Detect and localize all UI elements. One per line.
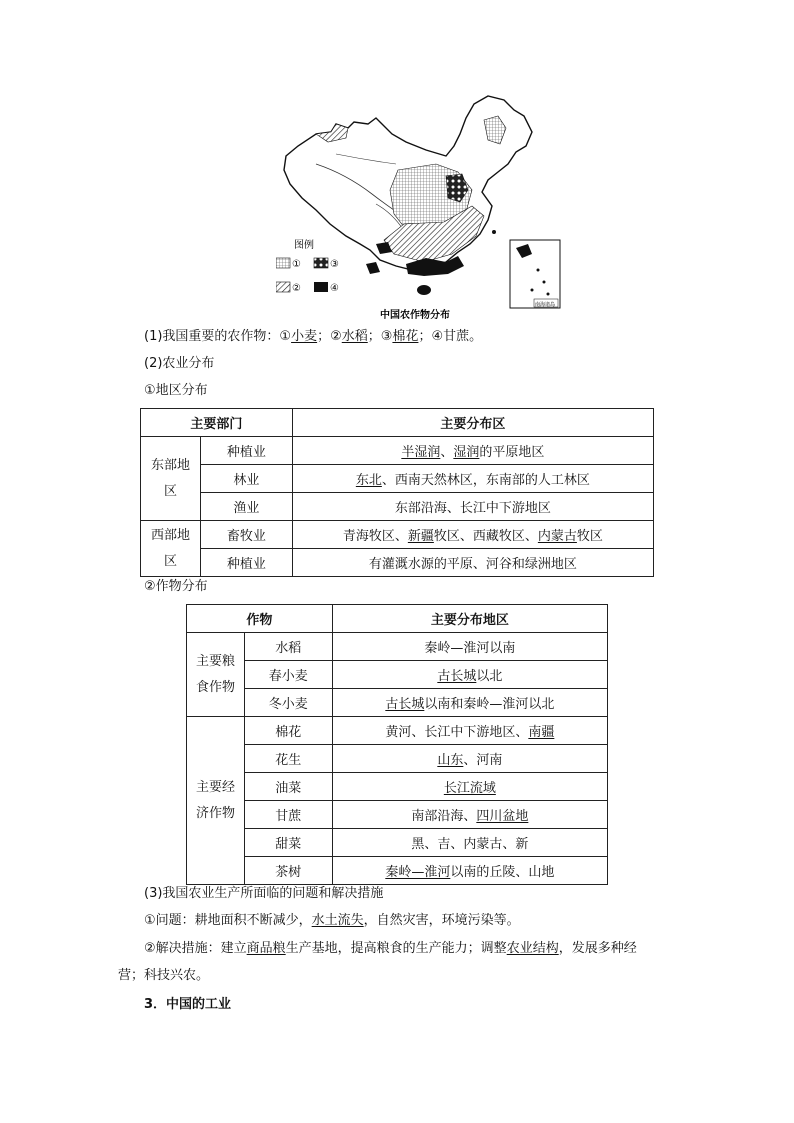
- cash-crops-label: 主要经济作物: [187, 717, 245, 885]
- area-underlined: 山东: [437, 753, 464, 768]
- table-row-crop: 甘蔗: [244, 801, 332, 829]
- crops-sep2: ；③: [367, 329, 393, 344]
- area-underlined: 长江流域: [443, 781, 496, 796]
- table-row-area: [332, 661, 607, 689]
- area-text: 以南和秦岭—淮河以北: [424, 697, 555, 712]
- crops-prefix: (1)我国重要的农作物：①: [144, 329, 292, 344]
- table-row-area: [332, 857, 607, 885]
- table-row-area: [332, 717, 607, 745]
- area-underlined: 东北: [355, 473, 382, 488]
- table-row-sector: 种植业: [200, 437, 292, 465]
- area-underlined: 湿润: [453, 445, 480, 460]
- area-text: 南部沿海、: [411, 809, 477, 824]
- problem-text: ①问题：耕地面积不断减少，: [144, 913, 312, 928]
- map-caption: 中国农作物分布: [380, 310, 450, 321]
- west-region-label: 西部地区: [141, 521, 201, 577]
- region-table: [140, 408, 654, 577]
- problems-heading: (3)我国农业生产所面临的问题和解决措施: [144, 886, 384, 901]
- table-row-area: 秦岭—淮河以南: [332, 633, 607, 661]
- measure-line: [144, 940, 637, 958]
- area-text: 、: [440, 445, 454, 460]
- legend-label-3: ③: [330, 259, 339, 270]
- table-row-area: [332, 773, 607, 801]
- table-row-area: 黑、吉、内蒙古、新: [332, 829, 607, 857]
- region-heading: ①地区分布: [144, 383, 208, 398]
- table-row-area: 东部沿海、长江中下游地区: [292, 493, 653, 521]
- agri-heading: (2)农业分布: [144, 356, 215, 371]
- table-row-sector: 畜牧业: [200, 521, 292, 549]
- legend-swatch-1: [276, 258, 290, 268]
- area-underlined: 古长城: [385, 697, 425, 712]
- table-row-crop: 茶树: [244, 857, 332, 885]
- table-row-crop: 花生: [244, 745, 332, 773]
- table-row-area: 有灌溉水源的平原、河谷和绿洲地区: [292, 549, 653, 577]
- area-text: 牧区、西藏牧区、: [433, 529, 538, 544]
- area-text: 以北: [476, 669, 503, 684]
- table-row-area: [332, 745, 607, 773]
- measure-text: 生产基地，提高粮食的生产能力；调整: [285, 941, 507, 956]
- table-row-area: [332, 689, 607, 717]
- table-row-area: [332, 801, 607, 829]
- region-header-area: 主要分布区: [292, 409, 653, 437]
- area-text: 以南的丘陵、山地: [450, 865, 555, 880]
- measure-text: ，发展多种经: [558, 941, 637, 956]
- table-row-crop: 水稻: [244, 633, 332, 661]
- table-row-area: [292, 437, 653, 465]
- legend-title: 图例: [294, 240, 314, 251]
- crop-rice: 水稻: [341, 329, 368, 344]
- table-row-crop: 甜菜: [244, 829, 332, 857]
- area-underlined: 秦岭—淮河: [385, 865, 451, 880]
- legend-label-4: ④: [330, 283, 339, 294]
- crop-wheat: 小麦: [291, 329, 318, 344]
- table-row-sector: 渔业: [200, 493, 292, 521]
- table-row-crop: 油菜: [244, 773, 332, 801]
- crop-heading: ②作物分布: [144, 579, 208, 594]
- problem-line: [144, 912, 520, 930]
- table-row-sector: 种植业: [200, 549, 292, 577]
- east-region-label: 东部地区: [141, 437, 201, 521]
- area-underlined: 半湿润: [401, 445, 441, 460]
- measure-underlined: 商品粮: [246, 941, 286, 956]
- section-3-heading: 3．中国的工业: [144, 997, 232, 1012]
- legend-swatch-2: [276, 282, 290, 292]
- measure-underlined: 农业结构: [506, 941, 559, 956]
- table-row-crop: 棉花: [244, 717, 332, 745]
- legend-label-2: ②: [292, 283, 301, 294]
- legend-swatch-4: [314, 282, 328, 292]
- problem-text: ，自然灾害，环境污染等。: [363, 913, 520, 928]
- crops-sep1: ；②: [317, 329, 342, 344]
- table-row-area: [292, 521, 653, 549]
- measure-line-2: 营；科技兴农。: [118, 968, 210, 983]
- measure-text: ②解决措施：建立: [144, 941, 247, 956]
- legend-label-1: ①: [292, 259, 301, 270]
- crops-line: [144, 328, 482, 346]
- area-underlined: 南疆: [528, 725, 555, 740]
- table-row-area: [292, 465, 653, 493]
- area-text: 青海牧区、: [342, 529, 408, 544]
- region-header-sector: 主要部门: [141, 409, 293, 437]
- area-underlined: 四川盆地: [476, 809, 529, 824]
- area-underlined: 古长城: [437, 669, 477, 684]
- area-text: 牧区: [576, 529, 603, 544]
- inset-label: 南海诸岛: [535, 302, 556, 308]
- problem-underlined: 水土流失: [311, 913, 364, 928]
- area-underlined: 内蒙古: [537, 529, 577, 544]
- china-map-svg: [276, 94, 566, 324]
- table-row-crop: 春小麦: [244, 661, 332, 689]
- area-underlined: 新疆: [407, 529, 434, 544]
- area-text: 、河南: [463, 753, 503, 768]
- crop-header-area: 主要分布地区: [332, 605, 607, 633]
- area-text: 的平原地区: [479, 445, 545, 460]
- area-text: 黄河、长江中下游地区、: [385, 725, 529, 740]
- grain-crops-label: 主要粮食作物: [187, 633, 245, 717]
- table-row-sector: 林业: [200, 465, 292, 493]
- table-row-crop: 冬小麦: [244, 689, 332, 717]
- crop-cotton: 棉花: [392, 329, 419, 344]
- crops-sep3: ；④甘蔗。: [418, 329, 483, 344]
- crop-table: [186, 604, 608, 885]
- crop-header-crop: 作物: [187, 605, 333, 633]
- crop-distribution-map: [276, 94, 566, 324]
- legend-swatch-3: [314, 258, 328, 268]
- area-text: 、西南天然林区，东南部的人工林区: [381, 473, 590, 488]
